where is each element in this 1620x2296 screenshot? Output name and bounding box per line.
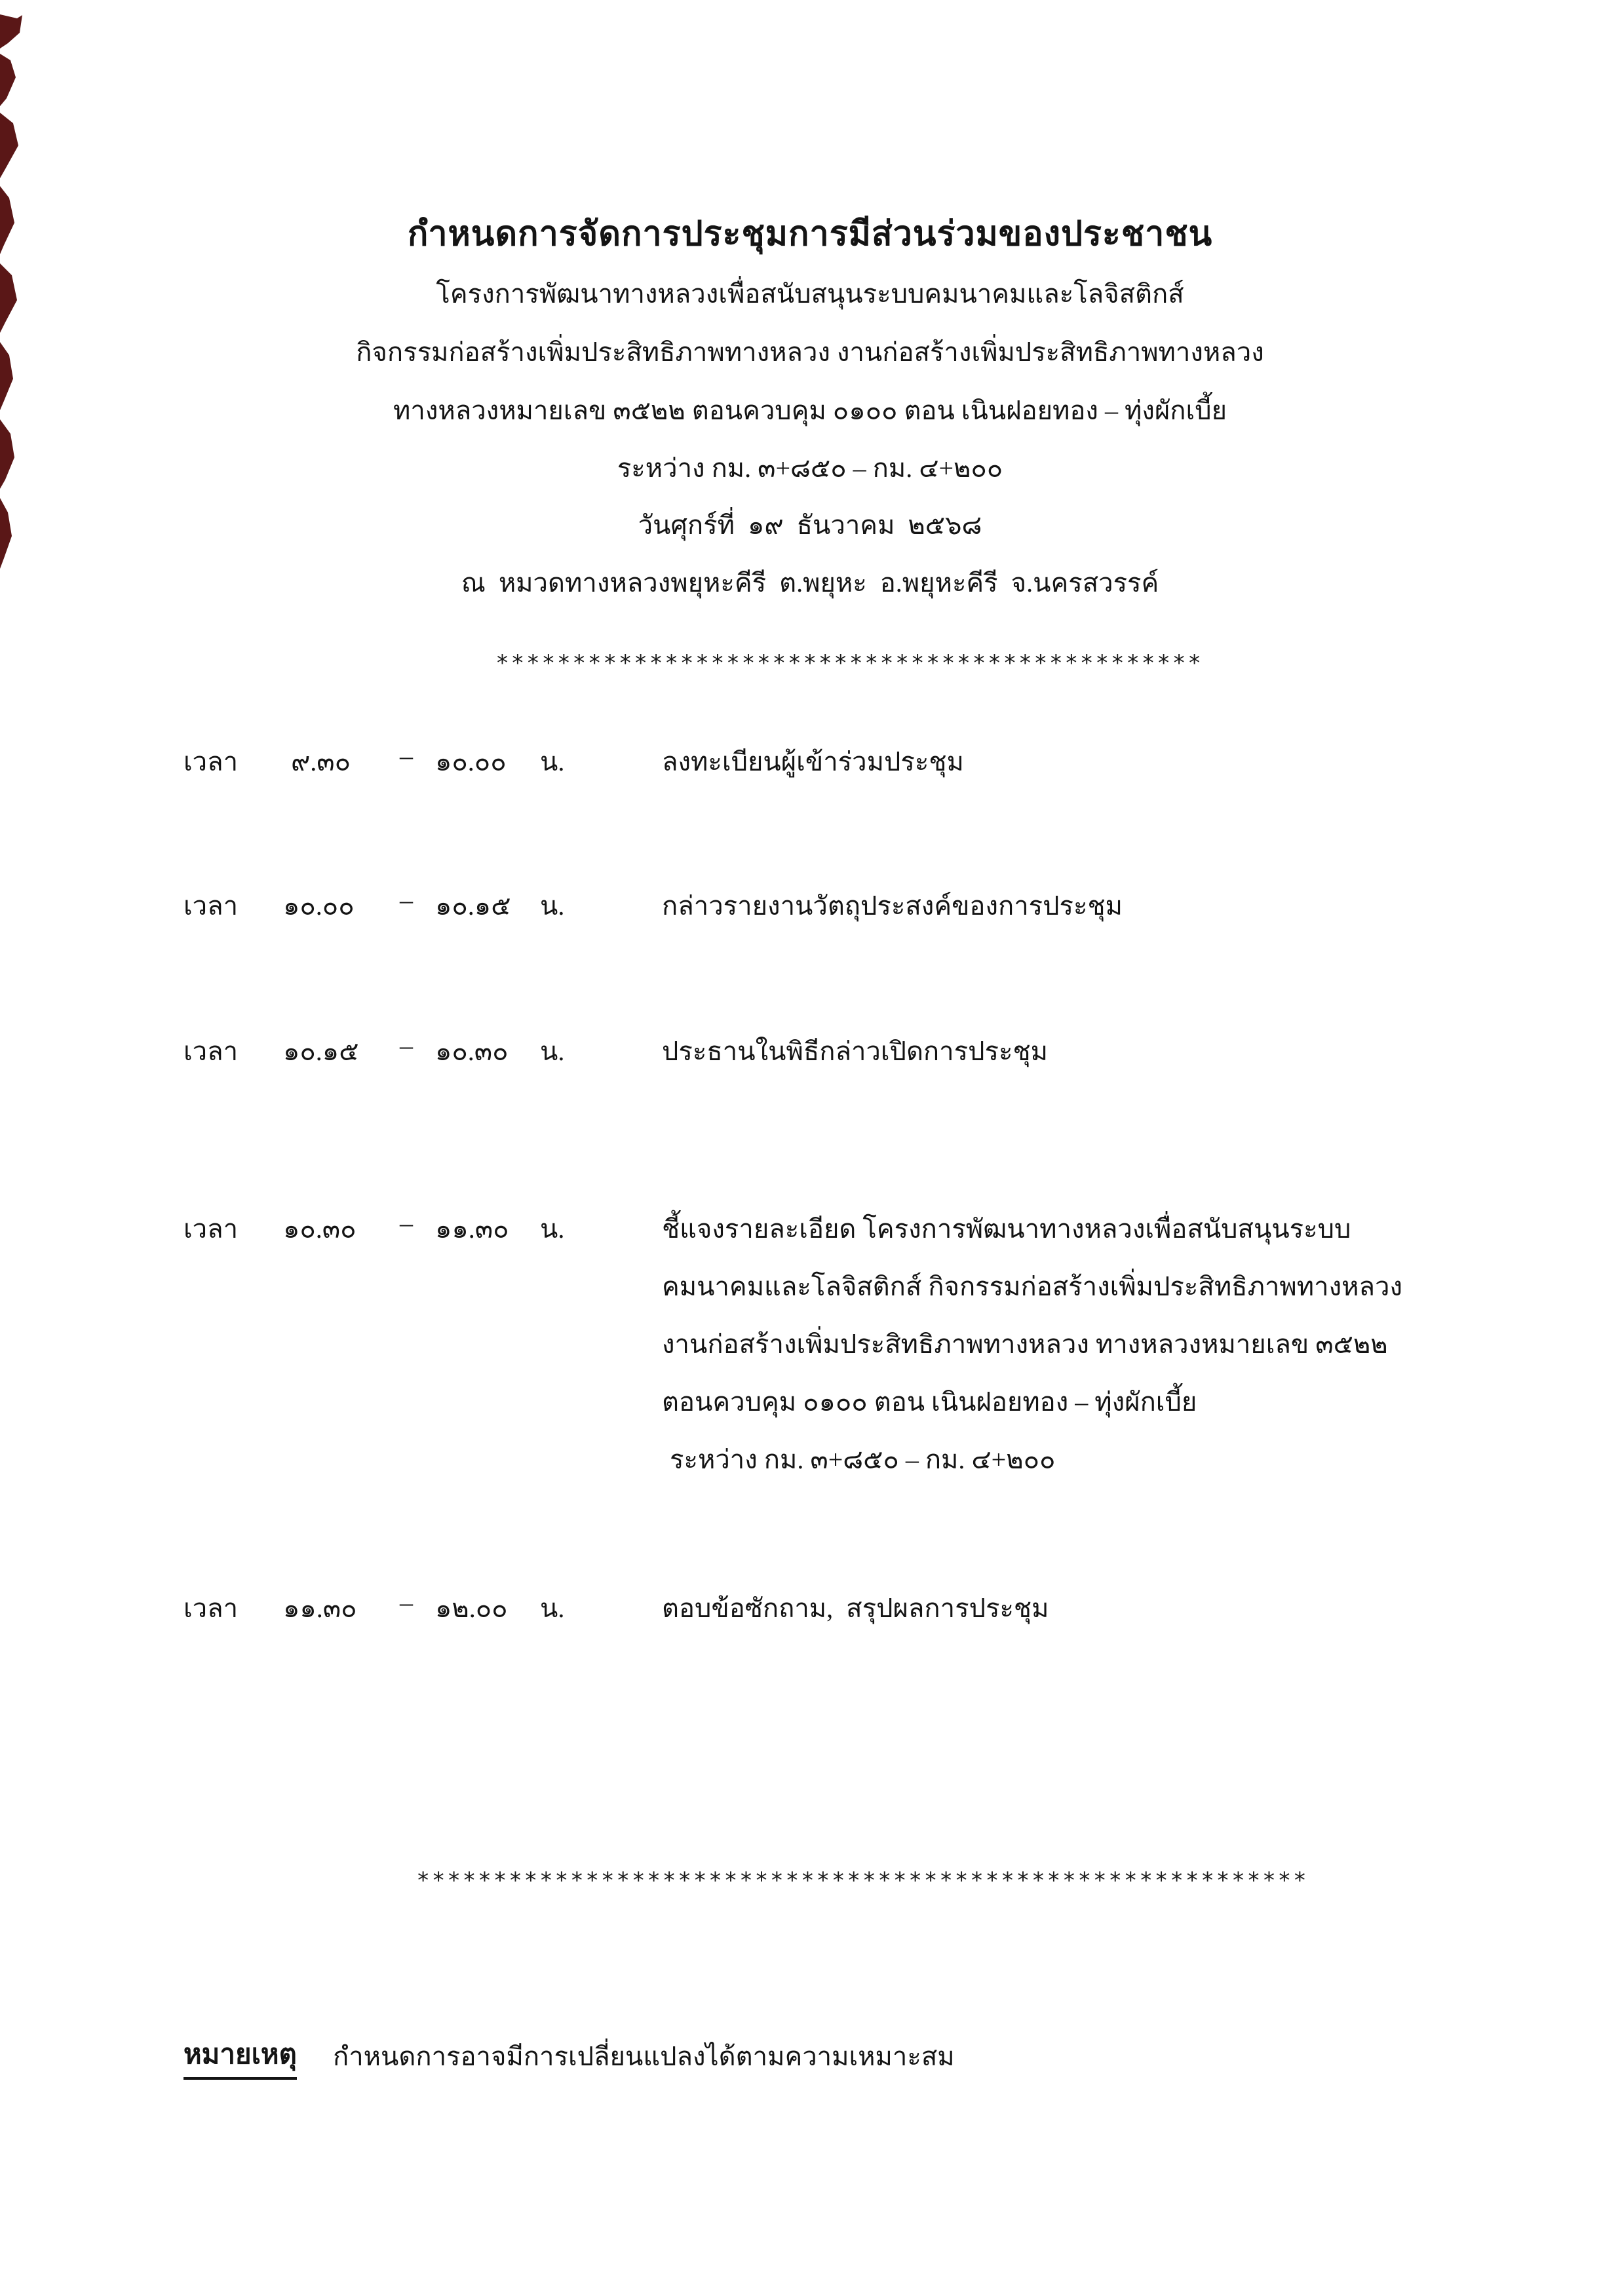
artifact-blob — [0, 113, 18, 178]
time-start: ๑๐.๐๐ — [283, 891, 355, 921]
agenda-item-line: งานก่อสร้างเพิ่มประสิทธิภาพทางหลวง ทางหลวงหมายเลข ๓๕๒๒ — [662, 1330, 1388, 1359]
agenda-item: ลงทะเบียนผู้เข้าร่วมประชุม — [662, 747, 964, 776]
time-label: เวลา — [183, 891, 239, 921]
agenda-item-line: ระหว่าง กม. ๓+๘๕๐ – กม. ๔+๒๐๐ — [670, 1445, 1056, 1474]
time-unit: น. — [540, 1594, 565, 1623]
agenda-item-line: ตอนควบคุม ๐๑๐๐ ตอน เนินฝอยทอง – ทุ่งผักเบี้ย — [662, 1387, 1197, 1417]
agenda-item: ตอบข้อซักถาม, สรุปผลการประชุม — [662, 1594, 1049, 1623]
subtitle-date: วันศุกร์ที่ ๑๙ ธันวาคม ๒๕๖๘ — [638, 510, 982, 540]
time-end: ๑๒.๐๐ — [435, 1594, 508, 1623]
time-dash: – — [400, 1031, 413, 1060]
time-label: เวลา — [183, 1214, 239, 1244]
time-unit: น. — [540, 891, 565, 921]
agenda-item-line: คมนาคมและโลจิสติกส์ กิจกรรมก่อสร้างเพิ่มประสิทธิภาพทางหลวง — [662, 1272, 1403, 1301]
subtitle-project: โครงการพัฒนาทางหลวงเพื่อสนับสนุนระบบคมนาคมและโลจิสติกส์ — [436, 279, 1184, 309]
artifact-blob — [0, 14, 22, 48]
time-start: ๙.๓๐ — [291, 747, 351, 776]
subtitle-venue: ณ หมวดทางหลวงพยุหะคีรี ต.พยุหะ อ.พยุหะคีรี จ.นครสวรรค์ — [461, 568, 1159, 598]
time-end: ๑๐.๐๐ — [435, 747, 507, 776]
separator-top: ********************************************** — [495, 650, 1203, 676]
agenda-item: กล่าวรายงานวัตถุประสงค์ของการประชุม — [662, 891, 1123, 921]
time-dash: – — [400, 1588, 413, 1617]
footer-note-label: หมายเหตุ — [183, 2033, 297, 2080]
time-end: ๑๑.๓๐ — [435, 1214, 509, 1244]
time-label: เวลา — [183, 747, 239, 776]
subtitle-activity: กิจกรรมก่อสร้างเพิ่มประสิทธิภาพทางหลวง งานก่อสร้างเพิ่มประสิทธิภาพทางหลวง — [356, 337, 1264, 367]
artifact-blob — [0, 54, 16, 106]
time-unit: น. — [540, 747, 565, 776]
agenda-item-line: ชี้แจงรายละเอียด โครงการพัฒนาทางหลวงเพื่อสนับสนุนระบบ — [662, 1214, 1351, 1244]
time-start: ๑๑.๓๐ — [283, 1594, 357, 1623]
time-dash: – — [400, 885, 413, 915]
time-end: ๑๐.๓๐ — [435, 1037, 509, 1066]
time-dash: – — [400, 1208, 413, 1238]
footer-note-text: กำหนดการอาจมีการเปลี่ยนแปลงได้ตามความเหมาะสม — [333, 2042, 955, 2071]
time-unit: น. — [540, 1037, 565, 1066]
time-start: ๑๐.๑๕ — [283, 1037, 359, 1066]
subtitle-km-range: ระหว่าง กม. ๓+๘๕๐ – กม. ๔+๒๐๐ — [617, 453, 1003, 483]
page-title: กำหนดการจัดการประชุมการมีส่วนร่วมของประชาชน — [407, 216, 1213, 253]
agenda-item: ประธานในพิธีกล่าวเปิดการประชุม — [662, 1037, 1048, 1066]
time-label: เวลา — [183, 1594, 239, 1623]
time-dash: – — [400, 741, 413, 771]
time-end: ๑๐.๑๕ — [435, 891, 511, 921]
separator-bottom: ********************************************************** — [416, 1867, 1309, 1894]
time-start: ๑๐.๓๐ — [283, 1214, 357, 1244]
time-unit: น. — [540, 1214, 565, 1244]
time-label: เวลา — [183, 1037, 239, 1066]
subtitle-highway: ทางหลวงหมายเลข ๓๕๒๒ ตอนควบคุม ๐๑๐๐ ตอน เนินฝอยทอง – ทุ่งผักเบี้ย — [393, 396, 1227, 425]
